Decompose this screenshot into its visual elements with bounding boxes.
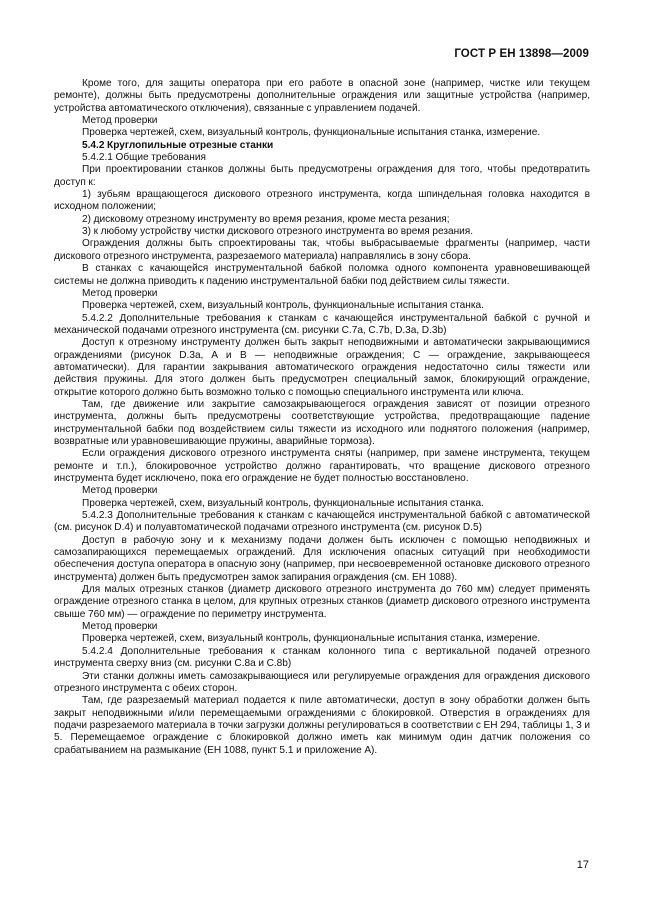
- subsection-heading: 5.4.2.4 Дополнительные требования к станкам колонного типа с вертикальной подачей отрезного инструмента сверху вниз (см. рисунки С.8a и С.8b): [54, 645, 590, 670]
- paragraph: В станках с качающейся инструментальной бабкой поломка одного компонента уравновешивающей системы не должна приводить к падению инструментальной бабки под действием силы тяжести.: [54, 263, 590, 287]
- paragraph: Доступ в рабочую зону и к механизму подачи должен быть исключен с помощью неподвижных и самозапирающихся перемещаемых ограждений. Для исключения опасных ситуаций при необходимости обеспечения доступа оператора в опасную зону (например, при несвоевременной остановке дискового отрезного инструмента) должен быть предусмотрен замок запирания ограждения (см. ЕН 1088).: [54, 534, 590, 583]
- paragraph: Там, где разрезаемый материал подается к пиле автоматически, доступ в зону обработки должен быть закрыт неподвижными и/или перемещаемыми ограждениями с блокировкой. Отверстия в ограждениях для подачи разрезаемого материала в точки загрузки должны регулироваться в соответствии с ЕН 294, таблицы 1, 3 и 5. Перемещаемое ограждение с блокировкой должно иметь как минимум один датчик положения со срабатыванием на размыкание (ЕН 1088, пункт 5.1 и приложение А).: [54, 695, 590, 756]
- list-item: 1) зубьям вращающегося дискового отрезного инструмента, когда шпиндельная головка находится в исходном положении;: [54, 189, 590, 213]
- check-method-label: Метод проверки: [82, 485, 158, 497]
- page-number: 17: [576, 859, 589, 871]
- paragraph: Ограждения должны быть спроектированы так, чтобы выбрасываемые фрагменты (например, части дискового отрезного инструмента, разрезаемого материала) направлялись в зону сбора.: [54, 238, 590, 262]
- paragraph: Проверка чертежей, схем, визуальный контроль, функциональные испытания станка.: [82, 300, 484, 312]
- paragraph: Там, где движение или закрытие самозакрывающегося ограждения зависят от позиции отрезного инструмента, должны быть предусмотрены соответствующие устройства, предотвращающие падение инструментальной бабки под воздействием силы тяжести из исходного или поднятого положения (например, возвратные или уравновешивающие пружины, аварийные тормоза).: [54, 398, 590, 447]
- paragraph: Для малых отрезных станков (диаметр дискового отрезного инструмента до 760 мм) следует применять ограждение отрезного станка в целом, для крупных отрезных станков (диаметр дискового отрезного инструмента свыше 760 мм) — ограждение по периметру инструмента.: [54, 584, 590, 620]
- paragraph: Эти станки должны иметь самозакрывающиеся или регулируемые ограждения для ограждения дискового отрезного инструмента с обеих сторон.: [54, 670, 590, 694]
- subsection-heading: 5.4.2.3 Дополнительные требования к станкам с качающейся инструментальной бабкой с автоматической (см. рисунок D.4) и полуавтоматической подачами отрезного инструмента (см. рисунок D.5): [54, 510, 590, 534]
- subsection-heading: 5.4.2.2 Дополнительные требования к станкам с качающейся инструментальной бабкой с ручной и механической подачами отрезного инструмента (см. рисунки С.7a, С.7b, D.3a, D.3b): [54, 312, 590, 336]
- paragraph: Проверка чертежей, схем, визуальный контроль, функциональные испытания станка, измерение.: [82, 127, 541, 139]
- paragraph: Если ограждения дискового отрезного инструмента сняты (например, при замене инструмента, текущем ремонте и т.п.), блокировочное устройство должно гарантировать, что вращение дискового отрезного инструмента будет исключено, пока его ограждение не будет полностью восстановлено.: [54, 448, 590, 484]
- check-method-label: Метод проверки: [82, 115, 158, 127]
- paragraph: Доступ к отрезному инструменту должен быть закрыт неподвижными и автоматически закрывающимися ограждениями (рисунок D.3a, A и B — неподвижные ограждения; C — ограждение, закрывающееся автоматически). Для гарантии закрывания автоматического ограждения недостаточно силы тяжести или действия пружины. Для этого должен быть предусмотрен специальный замок, блокирующий ограждение, открытие которого должно быть возможно только с помощью специального инструмента или ключа.: [54, 337, 590, 398]
- section-heading: 5.4.2 Круглопильные отрезные станки: [82, 139, 274, 151]
- paragraph: Проверка чертежей, схем, визуальный контроль, функциональные испытания станка, измерение.: [82, 633, 541, 645]
- paragraph: Кроме того, для защиты оператора при его работе в опасной зоне (например, чистке или текущем ремонте), должны быть предусмотрены дополнительные ограждения или защитные устройства (например, устройства автоматического отключения), связанные с управлением подачей.: [54, 78, 590, 114]
- list-item: 3) к любому устройству чистки дискового отрезного инструмента во время резания.: [82, 226, 474, 238]
- list-item: 2) дисковому отрезному инструменту во время резания, кроме места резания;: [82, 213, 450, 225]
- document-body: [54, 78, 590, 757]
- paragraph: Проверка чертежей, схем, визуальный контроль, функциональные испытания станка.: [82, 497, 484, 509]
- check-method-label: Метод проверки: [82, 621, 158, 633]
- paragraph: При проектировании станков должны быть предусмотрены ограждения для того, чтобы предотвратить доступ к:: [54, 164, 590, 188]
- check-method-label: Метод проверки: [82, 287, 158, 299]
- document-header: ГОСТ Р ЕН 13898—2009: [454, 48, 589, 60]
- subsection-heading: 5.4.2.1 Общие требования: [82, 152, 206, 164]
